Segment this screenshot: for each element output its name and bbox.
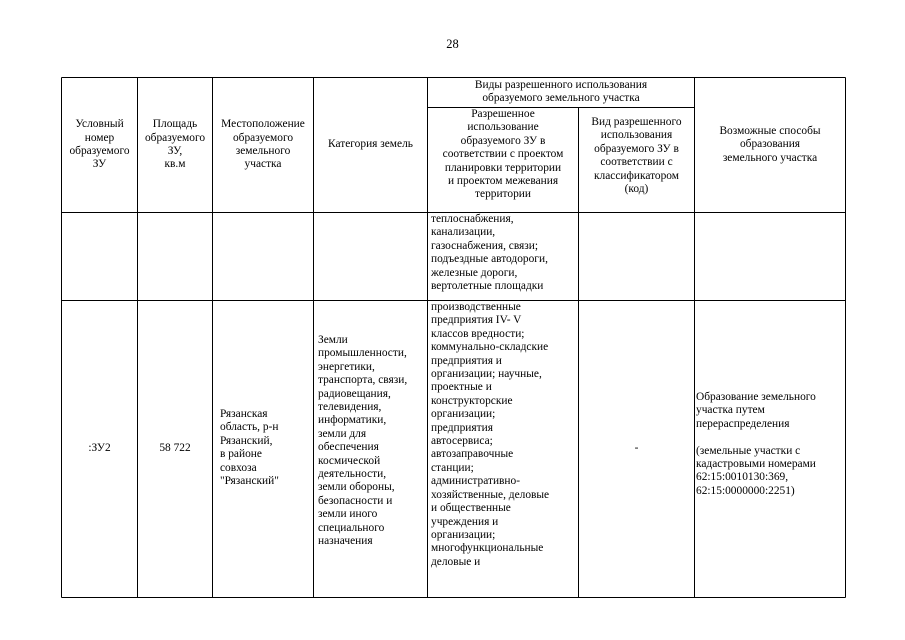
row-zu2-location: Рязанская область, р-н Рязанский, в районе совхоза "Рязанский": [220, 408, 279, 488]
continuation-permitted-use-project: теплоснабжения, канализации, газоснабжения, связи; подъездные автодороги, железные дороги, вертолетные площадки: [431, 213, 548, 293]
header-land-category: [314, 78, 427, 212]
header-location-text: Местоположение образуемого земельного участка: [221, 118, 305, 171]
row-zu2-permitted-use-code: [579, 301, 694, 597]
header-location: [213, 78, 313, 212]
header-land-category-text: Категория земель: [328, 138, 413, 151]
page-number: 28: [446, 37, 459, 51]
row-zu2-formation-methods: Образование земельного участка путем перераспределения (земельные участки с кадастровыми номерами 62:15:0010130:369, 62:15:0000000:2251): [696, 391, 816, 497]
header-cond-number-text: Условный номер образуемого ЗУ: [69, 118, 130, 171]
row-zu2-cond-number-text: :ЗУ2: [88, 442, 111, 455]
header-formation-methods-text: Возможные способы образования земельного участка: [719, 124, 821, 164]
header-cond-number: [62, 78, 137, 212]
header-formation-methods: [695, 78, 845, 212]
row-zu2-permitted-use-project: производственные предприятия IV- V классов вредности; коммунально-складские предприятия и организации; научные, проектные и конструкторские организации; предприятия автосервиса; автозаправочные станции; административно- хозяйственные, деловые и общественные учреждения и организации; многофункциональные деловые и: [431, 301, 550, 568]
row-zu2-cond-number: [62, 301, 137, 597]
row-zu2-permitted-use-code-text: -: [634, 442, 639, 455]
row-zu2-land-category: Земли промышленности, энергетики, транспорта, связи, радиовещания, телевидения, информатики, земли для обеспечения космической деятельности, земли обороны, безопасности и земли иного специального назначения: [318, 334, 408, 548]
header-permitted-use-group: Виды разрешенного использования образуемого земельного участка: [474, 79, 648, 105]
header-area: [138, 78, 212, 212]
header-permitted-use-code: Вид разрешенного использования образуемого ЗУ в соответствии с классификатором (код): [591, 116, 682, 196]
header-area-text: Площадь образуемого ЗУ, кв.м: [144, 118, 206, 171]
row-zu2-area-text: 58 722: [159, 442, 191, 455]
header-permitted-use-project: Разрешенное использование образуемого ЗУ в соответствии с проектом планировки территории и проектом межевания территории: [442, 108, 564, 201]
row-zu2-area: [138, 301, 212, 597]
